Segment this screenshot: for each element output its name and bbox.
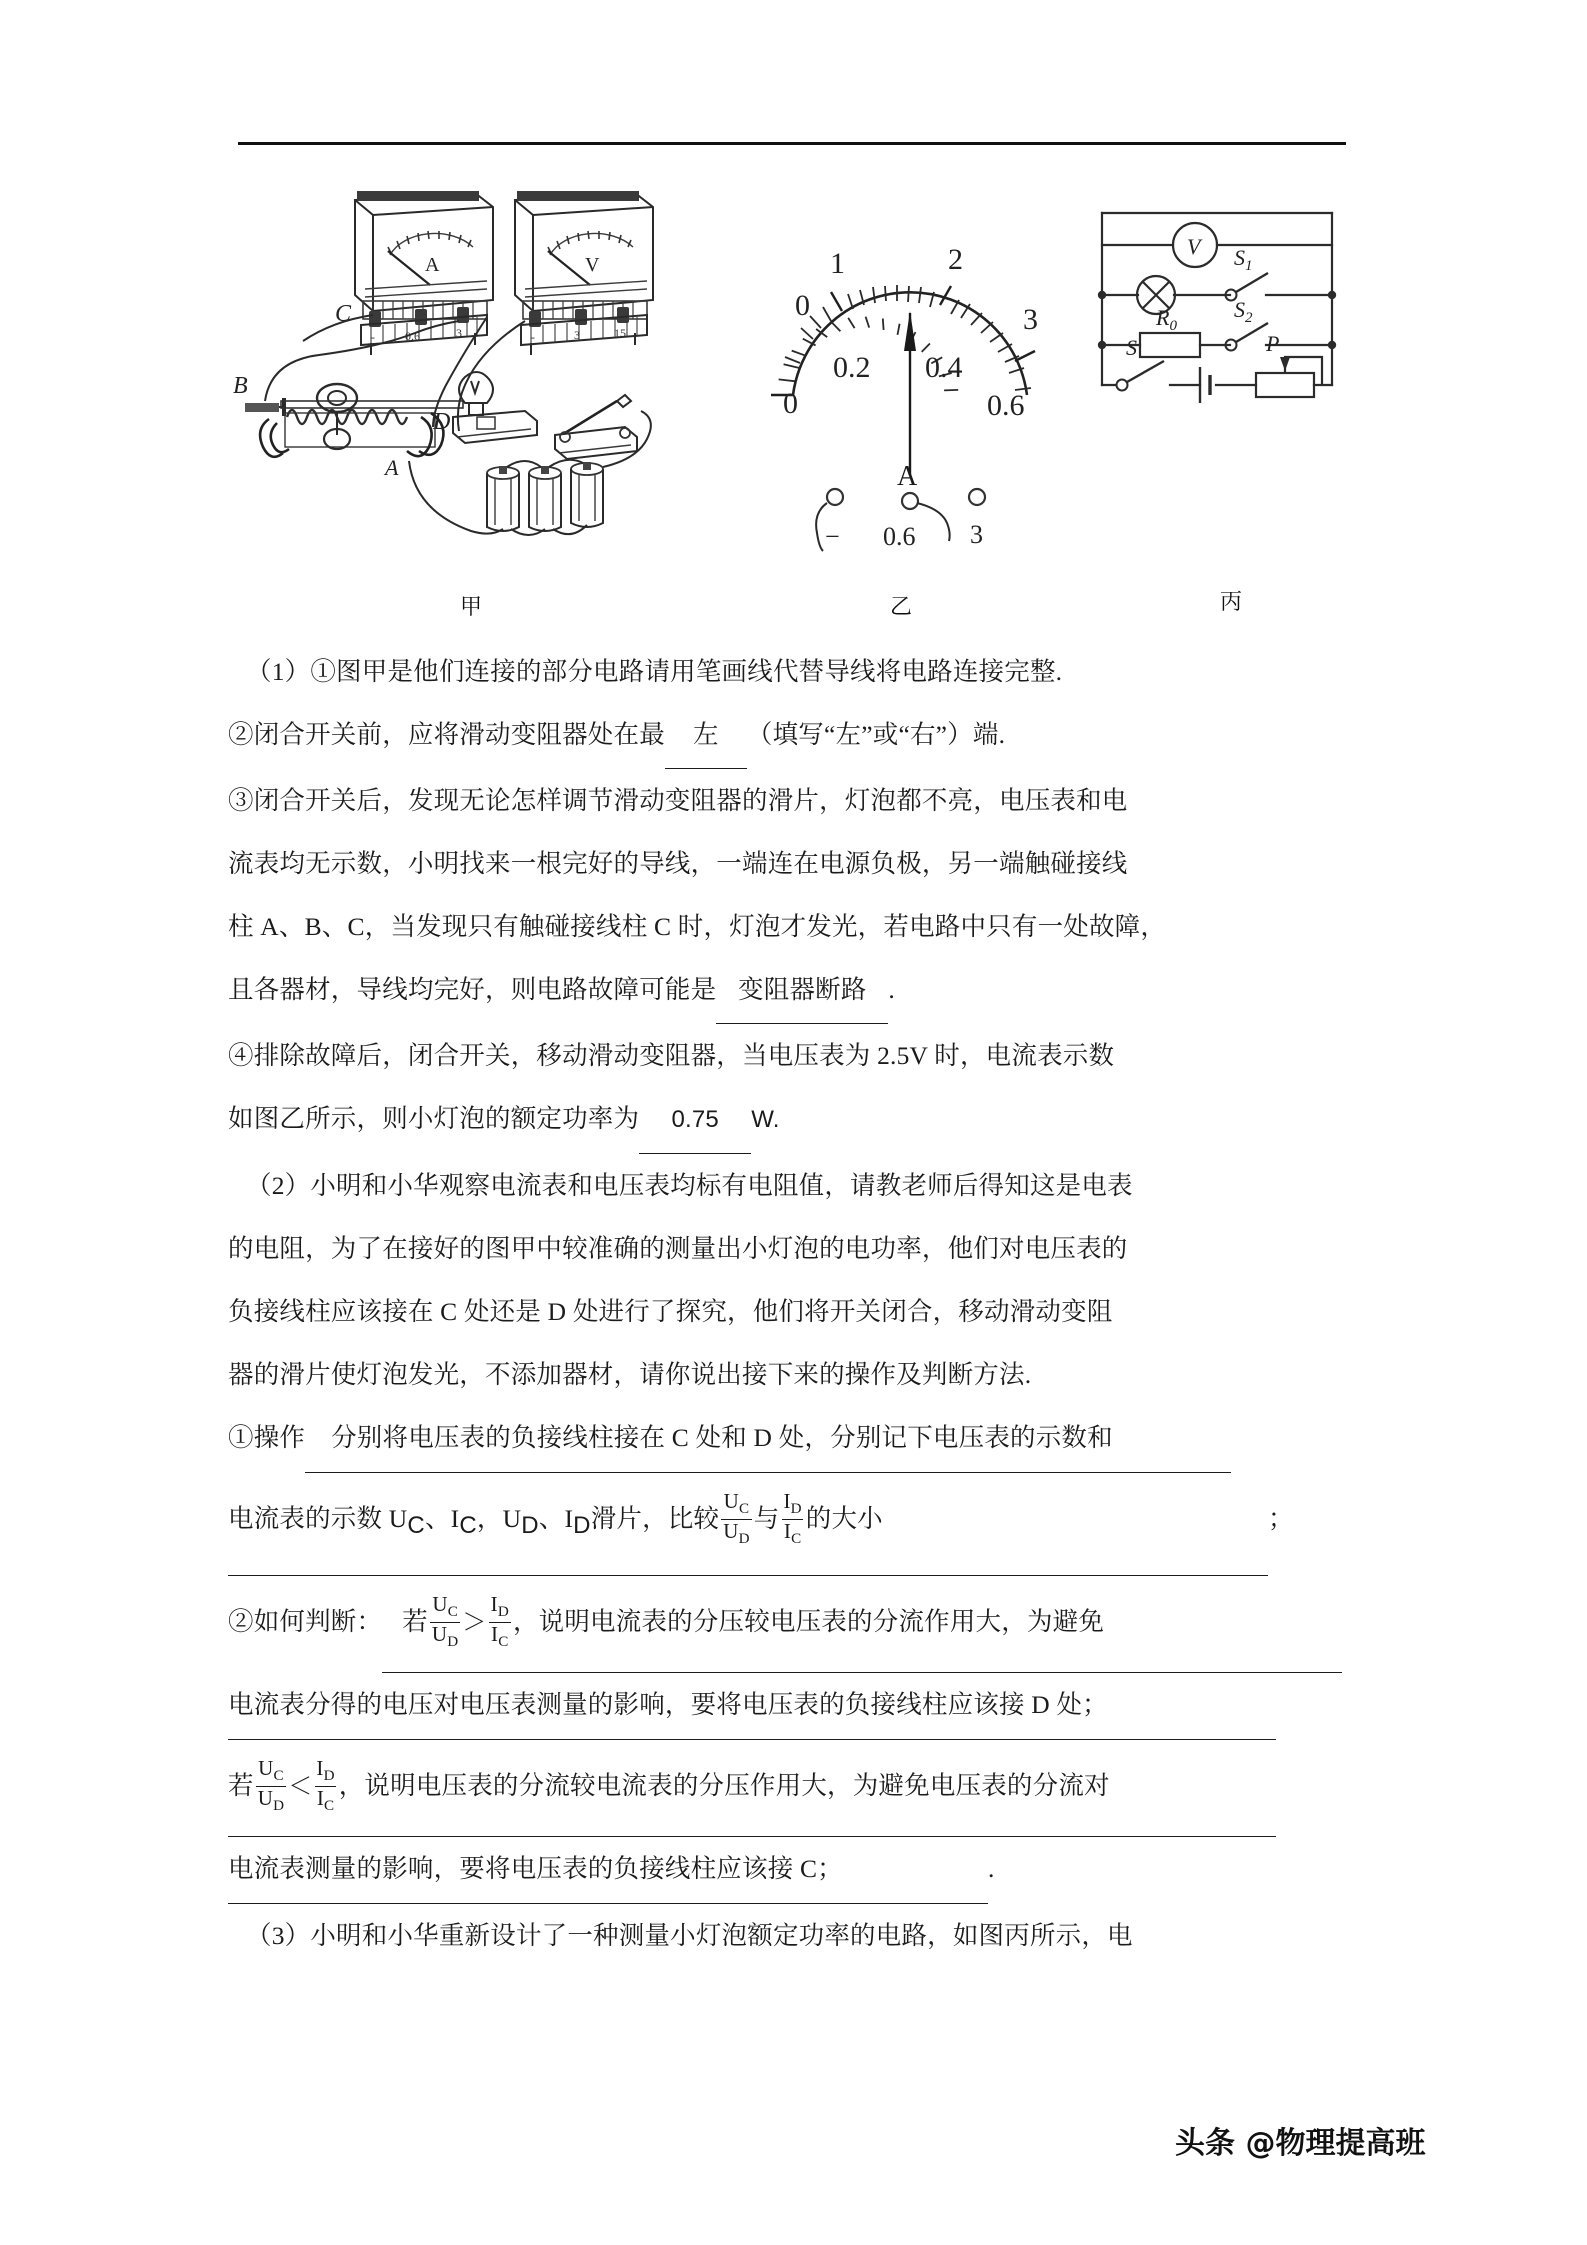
paragraph-1-item-2	[228, 703, 1348, 769]
text-p1-1: （1）①图甲是他们连接的部分电路请用笔画线代替导线将电路连接完整.	[246, 657, 1063, 686]
answer-judgement-line4[interactable]: 电流表测量的影响，要将电压表的负接线柱应该接 C；	[228, 1837, 988, 1904]
text-p1-4-l1: ④排除故障后，闭合开关，移动滑动变阻器，当电压表为 2.5V 时，电流表示数	[228, 1041, 1115, 1070]
paragraph-2-item-2-line2	[228, 1673, 1348, 1740]
operator-less-than: ＜	[288, 1773, 313, 1801]
text-ruo-1: 若	[402, 1607, 428, 1637]
figure-jia-apparatus	[225, 185, 755, 625]
meter-symbol-A: A	[897, 461, 918, 492]
paragraph-1-item-3-line1	[228, 769, 1348, 832]
tick-inner-04: 0.4	[925, 351, 963, 384]
paragraph-3-line1	[228, 1904, 1348, 1967]
text-final-dot: .	[988, 1854, 995, 1884]
question-body	[228, 640, 1348, 1967]
text-p2-l4: 器的滑片使灯泡发光，不添加器材，请你说出接下来的操作及判断方法.	[228, 1360, 1032, 1389]
watermark	[1175, 2118, 1425, 2162]
svg-text:3: 3	[456, 326, 462, 340]
tick-outer-1: 1	[830, 247, 845, 280]
operator-greater-than: ＞	[462, 1609, 487, 1637]
svg-text:-: -	[531, 330, 535, 344]
svg-text:S1: $S_1$	[1234, 245, 1253, 274]
text-judgement-tail-2: ，说明电压表的分流较电流表的分压作用大，为避免电压表的分流对	[338, 1771, 1110, 1801]
figure-caption-jia: 甲	[460, 595, 483, 620]
terminal-label-06: 0.6	[883, 522, 916, 551]
paragraph-2-item-1-line2	[228, 1473, 1348, 1576]
switch-apparatus	[555, 395, 637, 459]
paragraph-2-item-2-line1	[228, 1576, 1348, 1673]
paragraph-1-item-1	[228, 640, 1348, 703]
text-readings-b: 、I	[424, 1504, 460, 1533]
text-p1-4-l2b: W.	[751, 1106, 780, 1133]
text-p1-4-l2a: 如图乙所示，则小灯泡的额定功率为	[228, 1104, 640, 1133]
label-A: A	[385, 455, 399, 480]
paragraph-1-item-4-line1	[228, 1024, 1348, 1087]
paragraph-2-line4	[228, 1343, 1348, 1406]
watermark-brand: 头条	[1175, 2126, 1235, 2161]
voltmeter-device	[515, 191, 653, 355]
svg-text:0.6: 0.6	[405, 329, 420, 343]
text-p3-l1: （3）小明和小华重新设计了一种测量小灯泡额定功率的电路，如图丙所示，电	[246, 1921, 1133, 1951]
label-D: D	[433, 409, 451, 435]
svg-text:S2: $S_2$	[1234, 297, 1253, 326]
tick-outer-0: 0	[795, 289, 810, 322]
paragraph-1-item-3-line4	[228, 958, 1348, 1024]
svg-text:R0: $R_0$	[1156, 305, 1177, 334]
text-p1-2b: （填写“左”或“右”）端.	[746, 720, 1006, 749]
sub-d-1: D	[521, 1512, 539, 1540]
paragraph-1-item-3-line3	[228, 895, 1348, 958]
answer-blank-power[interactable]: 0.75	[639, 1088, 751, 1154]
voltmeter-symbol	[1173, 223, 1217, 267]
tick-inner-0: 0	[783, 387, 798, 420]
text-readings-a: 电流表的示数 U	[228, 1504, 408, 1533]
sub-d-2: D	[573, 1512, 591, 1540]
label-B: B	[233, 373, 248, 399]
svg-text:A: A	[425, 254, 440, 276]
text-p2-l2: 的电阻，为了在接好的图甲中较准确的测量出小灯泡的电功率，他们对电压表的	[228, 1234, 1128, 1263]
fraction-uc-ud-1: $\frac{U_C}{U_D}$	[723, 1489, 750, 1547]
switch-S2	[1226, 297, 1269, 351]
paragraph-1-item-4-line2	[228, 1087, 1348, 1154]
figure-bing-circuit	[1070, 185, 1365, 625]
battery-symbol	[1200, 367, 1210, 403]
fraction-uc-ud-3: $\frac{U_C}{U_D}$	[257, 1756, 285, 1814]
text-p2-l1: （2）小明和小华观察电流表和电压表均标有电阻值，请教老师后得知这是电表	[246, 1171, 1133, 1200]
text-readings-c: ，U	[476, 1504, 522, 1533]
answer-operation-line1[interactable]: 分别将电压表的负接线柱接在 C 处和 D 处，分别记下电压表的示数和	[305, 1406, 1231, 1473]
answer-judgement-line3[interactable]	[228, 1740, 1276, 1837]
tick-inner-02: 0.2	[833, 351, 871, 384]
paragraph-2-item-1-line1	[228, 1406, 1348, 1473]
text-p1-3-l1: ③闭合开关后，发现无论怎样调节滑动变阻器的滑片，灯泡都不亮，电压表和电	[228, 786, 1128, 815]
svg-text:3: 3	[574, 328, 580, 342]
tick-inner-06: 0.6	[987, 389, 1025, 422]
svg-text:V: V	[1187, 234, 1201, 259]
answer-blank-left[interactable]: 左	[665, 703, 747, 769]
text-readings-e: 滑片，比较	[590, 1504, 720, 1533]
sub-c-2: C	[459, 1512, 477, 1540]
svg-text:15: 15	[614, 326, 626, 340]
figure-yi-ammeter-dial	[765, 185, 1055, 625]
label-C: C	[335, 301, 352, 327]
answer-operation-line2[interactable]	[228, 1473, 1268, 1576]
text-p2-l3: 负接线柱应该接在 C 处还是 D 处进行了探究，他们将开关闭合，移动滑动变阻	[228, 1297, 1113, 1326]
text-p1-3-l3: 柱 A、B、C，当发现只有触碰接线柱 C 时，灯泡才发光，若电路中只有一处故障，	[228, 912, 1167, 941]
svg-text:V: V	[585, 254, 600, 276]
text-ruo-2: 若	[228, 1771, 254, 1801]
svg-text:S: S	[1126, 335, 1137, 360]
figure-band	[225, 185, 1365, 625]
switch-S1	[1226, 245, 1269, 301]
answer-judgement-line2[interactable]: 电流表分得的电压对电压表测量的影响，要将电压表的负接线柱应该接 D 处；	[228, 1673, 1276, 1740]
battery-cells	[487, 460, 603, 535]
terminal-label-minus: −	[825, 522, 840, 551]
text-p1-2a: ②闭合开关前，应将滑动变阻器处在最	[228, 720, 665, 749]
tick-outer-3: 3	[1023, 303, 1038, 336]
sub-c-1: C	[407, 1512, 425, 1540]
rheostat-P	[1256, 331, 1322, 397]
paragraph-1-item-3-line2	[228, 832, 1348, 895]
text-p1-3-l2: 流表均无示数，小明找来一根完好的导线，一端连在电源负极，另一端触碰接线	[228, 849, 1128, 878]
text-readings-g: 的大小	[805, 1504, 883, 1533]
answer-blank-fault[interactable]: 变阻器断路	[716, 958, 888, 1024]
paragraph-2-item-2-line3	[228, 1740, 1348, 1837]
rheostat-apparatus	[245, 384, 463, 457]
fraction-id-ic-3: $\frac{I_D}{I_C}$	[316, 1756, 335, 1814]
fraction-id-ic-1: $\frac{I_D}{I_C}$	[783, 1489, 802, 1547]
tick-outer-2: 2	[948, 243, 963, 276]
text-readings-f: 与	[753, 1504, 780, 1533]
answer-judgement-line1[interactable]	[382, 1576, 1342, 1673]
paragraph-2-item-2-line4	[228, 1837, 1348, 1904]
header-divider	[238, 142, 1346, 145]
text-readings-h: ；	[1268, 1504, 1294, 1533]
paragraph-2-line3	[228, 1280, 1348, 1343]
watermark-handle: @物理提高班	[1245, 2126, 1426, 2161]
terminal-label-3: 3	[970, 520, 983, 549]
figure-caption-yi: 乙	[890, 595, 913, 620]
figure-caption-bing: 丙	[1220, 590, 1243, 615]
label-operation: ①操作	[228, 1423, 306, 1452]
label-judgement: ②如何判断：	[228, 1607, 383, 1637]
text-p1-3-l4b: .	[888, 975, 895, 1004]
paragraph-2-line1	[228, 1154, 1348, 1217]
svg-text:-: -	[371, 330, 375, 344]
text-p1-3-l4a: 且各器材，导线均完好，则电路故障可能是	[228, 975, 717, 1004]
text-judgement-tail-1: ，说明电流表的分压较电压表的分流作用大，为避免	[512, 1607, 1105, 1637]
fraction-uc-ud-2: $\frac{U_C}{U_D}$	[431, 1592, 459, 1650]
paragraph-2-line2	[228, 1217, 1348, 1280]
fraction-id-ic-2: $\frac{I_D}{I_C}$	[490, 1592, 509, 1650]
svg-text:P: P	[1266, 331, 1280, 356]
text-readings-d: 、I	[538, 1504, 574, 1533]
